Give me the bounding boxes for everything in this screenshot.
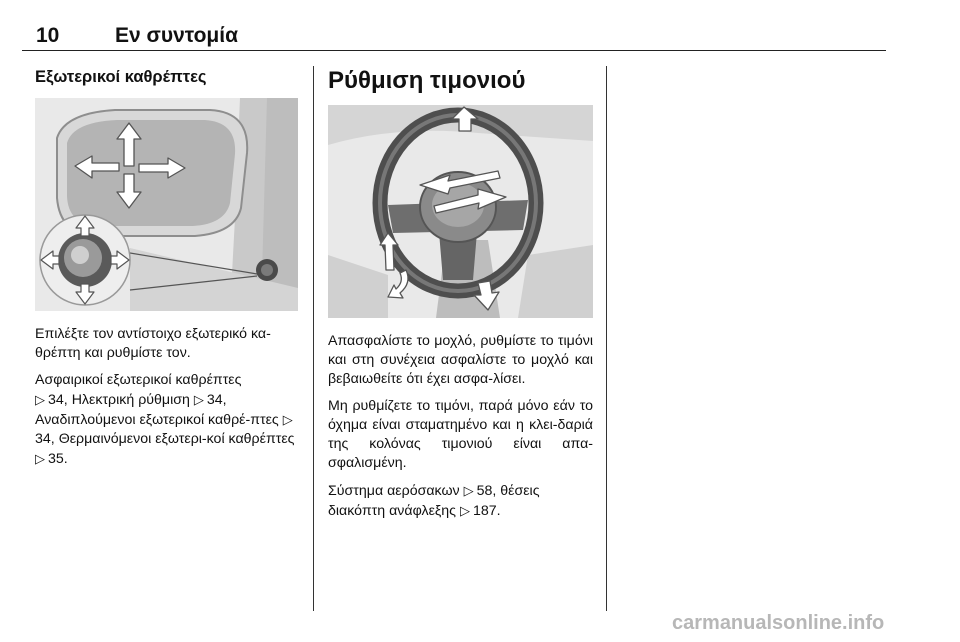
steering-warning: Μη ρυθμίζετε το τιμόνι, παρά μόνο εάν το όχημα είναι σταματημένο και η κλει-δαριά της κολόνας τιμονιού είναι απα-σφαλισμένη.: [328, 398, 593, 471]
mirrors-instruction: Επιλέξτε τον αντίστοιχο εξωτερικό κα-θρέπτη και ρυθμίστε τον.: [35, 326, 271, 361]
page-number: 10: [36, 24, 60, 47]
steering-section-title: Ρύθμιση τιμονιού: [328, 67, 526, 94]
xref-arrow-icon: ▷: [193, 392, 204, 407]
chapter-title: Εν συντομία: [115, 24, 238, 47]
steering-instruction: Απασφαλίστε το μοχλό, ρυθμίστε το τιμόνι και στη συνέχεια ασφαλίστε το μοχλό και βεβαιωθείτε ότι έχει ασφα-λίσει.: [328, 333, 593, 387]
steering-ref-1[interactable]: Σύστημα αερόσακων ▷ 58, θέσεις: [328, 483, 540, 499]
xref-arrow-icon: ▷: [35, 392, 45, 407]
xref-arrow-icon: ▷: [459, 503, 470, 518]
xref-arrow-icon: ▷: [282, 412, 293, 427]
xref-arrow-icon: ▷: [463, 483, 474, 498]
watermark: carmanualsonline.info: [672, 612, 885, 634]
mirror-ref-3[interactable]: Αναδιπλούμενοι εξωτερικοί καθρέ-πτες ▷34,: [35, 412, 293, 447]
mirrors-section-title: Εξωτερικοί καθρέπτες: [35, 68, 207, 86]
mirror-ref-1[interactable]: Ασφαιρικοί εξωτερικοί καθρέπτες ▷ 34,: [35, 372, 242, 408]
steering-section: [328, 66, 593, 529]
column-divider-1: [313, 66, 314, 611]
mirrors-references: [35, 371, 298, 469]
steering-ref-2[interactable]: διακόπτη ανάφλεξης ▷ 187.: [328, 503, 501, 519]
mirror-ref-4[interactable]: Θερμαινόμενοι εξωτερι-κοί καθρέπτες ▷ 35.: [35, 431, 295, 467]
mirrors-section: [35, 66, 298, 477]
column-divider-2: [606, 66, 607, 611]
page-header: [22, 20, 886, 51]
steering-references: [328, 481, 593, 521]
steering-wheel-illustration: [328, 105, 593, 318]
mirror-illustration: [35, 98, 298, 311]
xref-arrow-icon: ▷: [35, 451, 45, 466]
mirror-ref-2[interactable]: Ηλεκτρική ρύθμιση ▷ 34,: [71, 392, 227, 408]
